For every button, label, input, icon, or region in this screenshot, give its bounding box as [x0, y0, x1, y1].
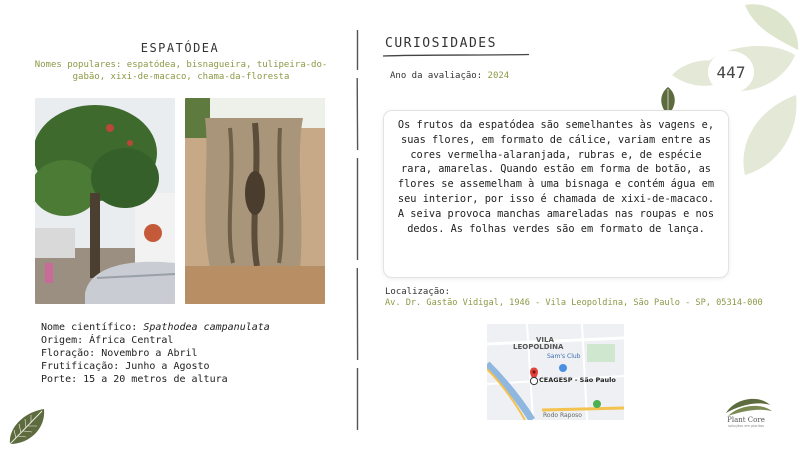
tree-photo	[35, 98, 175, 304]
trunk-photo	[185, 98, 325, 304]
brand-name: Plant Core	[727, 416, 765, 424]
tree-number-badge: 447	[708, 51, 754, 93]
map-district-1: VILA	[536, 336, 554, 344]
fact-flowering: Floração: Novembro a Abril	[41, 348, 198, 359]
curiosities-heading: CURIOSIDADES	[385, 36, 497, 51]
evaluation-year	[390, 71, 509, 81]
map-poi-sams: Sam's Club	[547, 353, 581, 360]
curiosities-card	[383, 110, 729, 278]
map-road-label: Rodo Raposo	[543, 412, 582, 419]
location-map[interactable]	[487, 324, 624, 420]
fact-origin: Origem: África Central	[41, 335, 174, 346]
scientific-name-value: Spathodea campanulata	[143, 322, 270, 333]
location-label: Localização:	[385, 287, 451, 297]
map-poi-ceagesp: CEAGESP - São Paulo	[539, 376, 616, 384]
leaf-icon	[6, 406, 48, 448]
heading-underline	[383, 53, 529, 58]
evaluation-year-label: Ano da avaliação:	[390, 71, 488, 81]
column-divider	[356, 30, 359, 430]
fact-fruiting: Frutificação: Junho a Agosto	[41, 361, 210, 372]
fact-size: Porte: 15 a 20 metros de altura	[41, 374, 228, 385]
map-district-2: LEOPOLDINA	[513, 343, 564, 351]
poi-marker-icon	[559, 364, 567, 372]
brand-tagline: soluções em plantas	[728, 424, 764, 428]
species-title: ESPATÓDEA	[140, 41, 220, 55]
popular-names: Nomes populares: espatódea, bisnagueira, tulipeira-do-gabão, xixi-de-macaco, chama-da-floresta	[34, 60, 328, 82]
curiosities-text: Os frutos da espatódea são semelhantes às vagens e, suas flores, em formato de cálice, variam entre as cores vermelha-alaranjada, rubras e, de espécie rara, amarelas. Quando estão em forma de botão, as flores se assemelham à uma bisnaga e contém água em seu interior, por isso é chamada de xixi-de-macaco. A seiva provoca manchas amareladas nas roupas e nos dedos. As folhas verdes são em formato de lança.	[397, 119, 715, 235]
species-facts	[41, 321, 321, 386]
scientific-name-label: Nome científico:	[41, 322, 144, 333]
location-address: Av. Dr. Gastão Vidigal, 1946 - Vila Leopoldina, São Paulo - SP, 05314-000	[385, 298, 763, 308]
evaluation-year-value: 2024	[487, 71, 510, 81]
fact-scientific-name	[41, 321, 321, 334]
